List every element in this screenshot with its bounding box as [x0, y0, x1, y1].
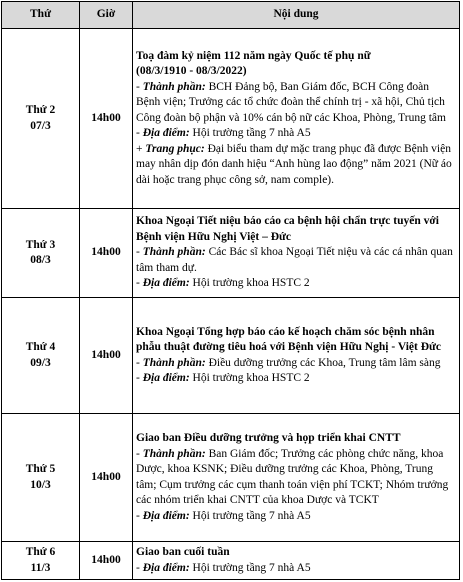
detail-text: Hội trường tầng 7 nhà A5 — [189, 509, 311, 522]
time-cell: 14h00 — [80, 209, 133, 298]
detail-item — [136, 142, 456, 189]
detail-text: Các Bác sĩ khoa Ngoại Tiết niệu và các cá nhân quan tâm tham dự. — [136, 246, 453, 274]
content-cell — [133, 542, 460, 580]
content-cell — [133, 298, 460, 414]
detail-prefix: - — [136, 80, 143, 93]
detail-item — [136, 509, 456, 525]
time-cell: 14h00 — [80, 298, 133, 414]
detail-item — [136, 561, 456, 577]
event-title-line: Giao ban cuối tuần — [136, 546, 230, 558]
detail-text: Điều dưỡng trưởng các Khoa, Trung tâm lâm sàng — [205, 356, 441, 369]
detail-prefix: + — [136, 142, 146, 155]
schedule-row — [2, 29, 460, 209]
event-title-line: Toạ đàm kỷ niệm 112 năm ngày Quốc tế phụ nữ — [136, 49, 371, 62]
detail-text: BCH Đảng bộ, Ban Giám đốc, BCH Công đoàn Bệnh viện; Trưởng các tổ chức đoàn thể chính trị - xã hội, Chủ tịch Công đoàn bộ phận và 10% cán bộ nữ các Khoa, Phòng, Trung tâm — [136, 80, 446, 124]
event-title-line: Khoa Ngoại Tiết niệu báo cáo ca bệnh hội chẩn trực tuyến với Bệnh viện Hữu Nghị Việt – Đức — [136, 215, 439, 243]
day-cell — [2, 209, 80, 298]
header-day: Thứ — [2, 2, 80, 29]
day-date: 07/3 — [30, 119, 51, 132]
detail-item — [136, 126, 456, 142]
day-name: Thứ 4 — [25, 341, 56, 353]
event-title-line: Giao ban Điều dưỡng trưởng và họp triển khai CNTT — [136, 432, 401, 444]
schedule-row — [2, 298, 460, 414]
detail-item — [136, 371, 456, 387]
detail-prefix: - — [136, 246, 143, 259]
detail-text: Đại biểu tham dự mặc trang phục đã được Bệnh viện may nhân dịp đón danh hiệu “Anh hùng lao động” năm 2021 (Nữ áo dài hoặc trang phục công sở, nam comple). — [136, 142, 452, 186]
detail-item — [136, 80, 456, 127]
day-date: 10/3 — [30, 478, 51, 491]
detail-text: Hội trường khoa HSTC 2 — [189, 372, 310, 384]
detail-prefix: - — [136, 277, 143, 290]
detail-label: Địa điểm: — [142, 277, 190, 290]
detail-text: Ban Giám đốc; Trưởng các phòng chức năng, khoa Dược, khoa KSNK; Điều dưỡng trưởng các Khoa, Phòng, Trung tâm; Cụm trưởng các cụm thanh toán viện phí TCKT; Nhóm trưởng các nhóm triển khai CNTT của khoa Dược và TCKT — [136, 447, 449, 506]
detail-prefix: - — [136, 127, 143, 140]
detail-prefix: - — [136, 561, 143, 574]
content-cell — [133, 209, 460, 298]
detail-label: Địa điểm: — [142, 372, 190, 384]
header-row — [2, 2, 460, 29]
schedule-row — [2, 414, 460, 542]
day-cell — [2, 29, 80, 209]
day-name: Thứ 2 — [25, 104, 56, 116]
detail-label: Thành phần: — [142, 447, 206, 460]
detail-text: Hội trường tầng 7 nhà A5 — [189, 127, 311, 140]
detail-label: Thành phần: — [142, 356, 206, 369]
detail-text: Hội trường tầng 7 nhà A5 — [189, 561, 311, 574]
detail-prefix: - — [136, 509, 143, 522]
detail-item — [136, 245, 456, 276]
event-title — [136, 545, 456, 561]
detail-label: Trang phục: — [145, 142, 205, 155]
header-content: Nội dung — [133, 2, 460, 29]
detail-label: Địa điểm: — [142, 561, 190, 574]
detail-label: Thành phần: — [142, 246, 206, 259]
event-title — [136, 431, 456, 447]
detail-item — [136, 356, 456, 372]
detail-label: Địa điểm: — [142, 127, 190, 140]
day-name: Thứ 6 — [25, 546, 56, 558]
content-cell — [133, 29, 460, 209]
event-title — [136, 325, 456, 356]
time-cell: 14h00 — [80, 414, 133, 542]
event-title-line: Khoa Ngoại Tổng hợp báo cáo kế hoạch chăm sóc bệnh nhân phẫu thuật đường tiêu hoá với Bệnh viện Hữu Nghị - Việt Đức — [136, 325, 442, 353]
detail-label: Thành phần: — [142, 80, 206, 93]
detail-prefix: - — [136, 356, 143, 369]
header-time: Giờ — [80, 2, 133, 29]
day-name: Thứ 5 — [25, 463, 56, 475]
day-date: 09/3 — [30, 356, 51, 369]
detail-prefix: - — [136, 447, 143, 460]
detail-prefix: - — [136, 372, 143, 384]
event-title — [136, 49, 456, 80]
day-cell — [2, 298, 80, 414]
event-title-line: (08/3/1910 - 08/3/2022) — [136, 65, 247, 78]
schedule-row — [2, 209, 460, 298]
schedule-row — [2, 542, 460, 580]
day-name: Thứ 3 — [25, 238, 56, 251]
day-date: 08/3 — [30, 254, 51, 266]
detail-item — [136, 447, 456, 509]
detail-label: Địa điểm: — [142, 509, 190, 522]
content-cell — [133, 414, 460, 542]
detail-text: Hội trường khoa HSTC 2 — [189, 277, 310, 290]
time-cell: 14h00 — [80, 542, 133, 580]
day-cell — [2, 542, 80, 580]
time-cell: 14h00 — [80, 29, 133, 209]
schedule-table — [1, 1, 460, 580]
day-date: 11/3 — [30, 561, 51, 574]
day-cell — [2, 414, 80, 542]
event-title — [136, 214, 456, 245]
detail-item — [136, 276, 456, 292]
